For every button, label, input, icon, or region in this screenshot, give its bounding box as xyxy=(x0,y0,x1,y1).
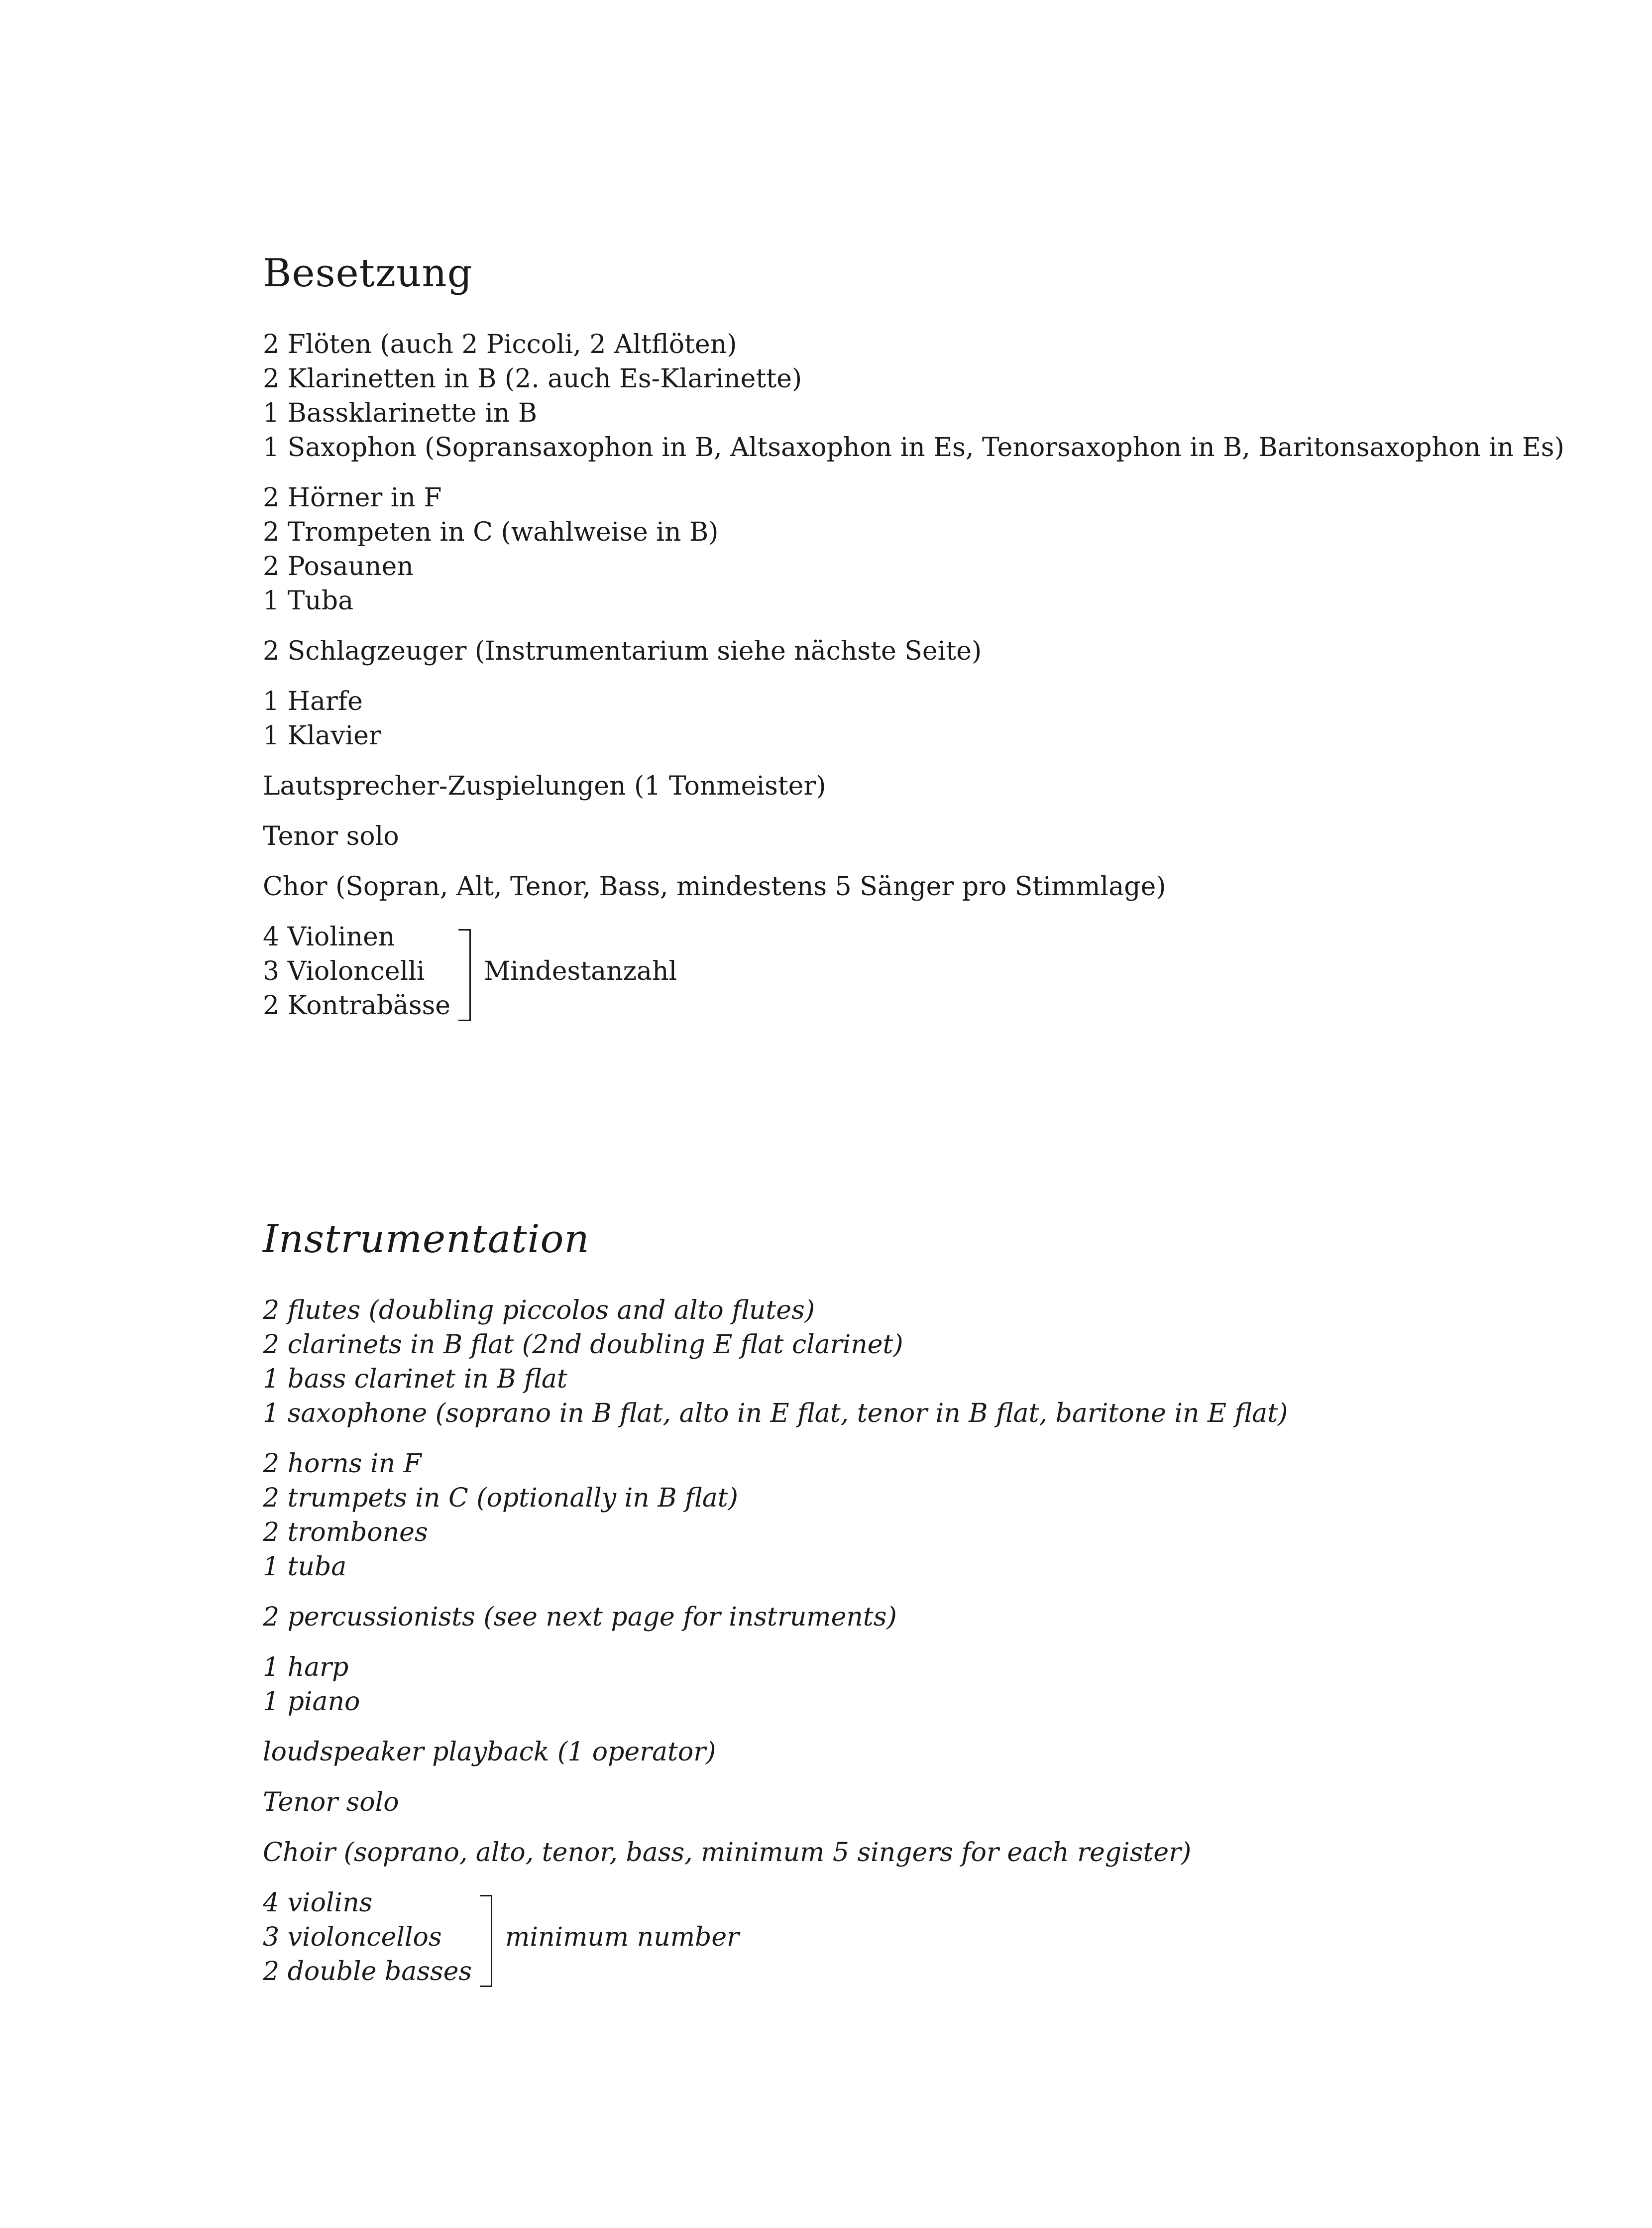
brass-group xyxy=(263,1447,1607,1584)
list-item: 2 Posaunen xyxy=(263,552,414,582)
list-item: Lautsprecher-Zuspielungen (1 Tonmeister) xyxy=(263,771,826,801)
woodwinds-group xyxy=(263,1293,1607,1431)
list-item: 2 percussionists (see next page for instruments) xyxy=(263,1602,897,1632)
list-item: 1 Klavier xyxy=(263,721,381,751)
list-item: 1 piano xyxy=(263,1687,360,1717)
list-item: 2 Trompeten in C (wahlweise in B) xyxy=(263,517,719,547)
english-instrumentation-section xyxy=(263,1217,1607,1989)
list-item: loudspeaker playback (1 operator) xyxy=(263,1737,716,1767)
right-bracket-icon xyxy=(458,929,471,1021)
list-item: 3 violoncellos xyxy=(263,1922,442,1952)
choir-group xyxy=(263,870,1607,904)
list-item: 1 bass clarinet in B flat xyxy=(263,1364,567,1394)
list-item: 2 Klarinetten in B (2. auch Es-Klarinette) xyxy=(263,364,802,394)
list-item: 1 harp xyxy=(263,1652,349,1682)
list-item: 2 trumpets in C (optionally in B flat) xyxy=(263,1483,738,1513)
playback-group xyxy=(263,769,1607,804)
list-item: Tenor solo xyxy=(263,1787,399,1817)
list-item: Chor (Sopran, Alt, Tenor, Bass, mindestens 5 Sänger pro Stimmlage) xyxy=(263,872,1166,902)
playback-group xyxy=(263,1735,1607,1769)
list-item: 2 Flöten (auch 2 Piccoli, 2 Altflöten) xyxy=(263,330,737,359)
strings-list xyxy=(263,1886,477,1989)
list-item: 2 double basses xyxy=(263,1957,472,1987)
harp-piano-group xyxy=(263,685,1607,753)
choir-group xyxy=(263,1836,1607,1870)
strings-note: Mindestanzahl xyxy=(484,956,677,986)
tenor-group xyxy=(263,820,1607,854)
list-item: 2 trombones xyxy=(263,1518,428,1547)
list-item: 2 horns in F xyxy=(263,1449,422,1479)
strings-list xyxy=(263,920,455,1023)
list-item: 1 Tuba xyxy=(263,586,354,616)
list-item: 2 Hörner in F xyxy=(263,483,442,513)
strings-group xyxy=(263,920,1607,1023)
list-item: 2 clarinets in B flat (2nd doubling E flat clarinet) xyxy=(263,1330,903,1360)
right-bracket-icon xyxy=(480,1895,492,1987)
woodwinds-group xyxy=(263,328,1607,465)
strings-group xyxy=(263,1886,1607,1989)
list-item: 2 Schlagzeuger (Instrumentarium siehe nächste Seite) xyxy=(263,636,982,666)
list-item: 2 Kontrabässe xyxy=(263,991,451,1021)
list-item: Choir (soprano, alto, tenor, bass, minimum 5 singers for each register) xyxy=(263,1838,1192,1868)
list-item: 3 Violoncelli xyxy=(263,956,425,986)
harp-piano-group xyxy=(263,1650,1607,1719)
list-item: Tenor solo xyxy=(263,821,399,851)
list-item: 4 violins xyxy=(263,1888,373,1918)
german-heading: Besetzung xyxy=(263,251,473,296)
strings-note: minimum number xyxy=(505,1922,739,1952)
list-item: 1 Saxophon (Sopransaxophon in B, Altsaxophon in Es, Tenorsaxophon in B, Baritonsaxophon in Es) xyxy=(263,433,1564,463)
percussion-group xyxy=(263,634,1607,669)
list-item: 1 tuba xyxy=(263,1552,347,1582)
percussion-group xyxy=(263,1600,1607,1635)
list-item: 1 saxophone (soprano in B flat, alto in E flat, tenor in B flat, baritone in E flat) xyxy=(263,1399,1288,1428)
list-item: 1 Bassklarinette in B xyxy=(263,398,538,428)
brass-group xyxy=(263,481,1607,618)
tenor-group xyxy=(263,1785,1607,1820)
list-item: 1 Harfe xyxy=(263,687,363,716)
list-item: 2 flutes (doubling piccolos and alto flutes) xyxy=(263,1295,815,1325)
english-heading: Instrumentation xyxy=(263,1217,590,1262)
list-item: 4 Violinen xyxy=(263,922,395,952)
german-instrumentation-section xyxy=(263,251,1607,1023)
